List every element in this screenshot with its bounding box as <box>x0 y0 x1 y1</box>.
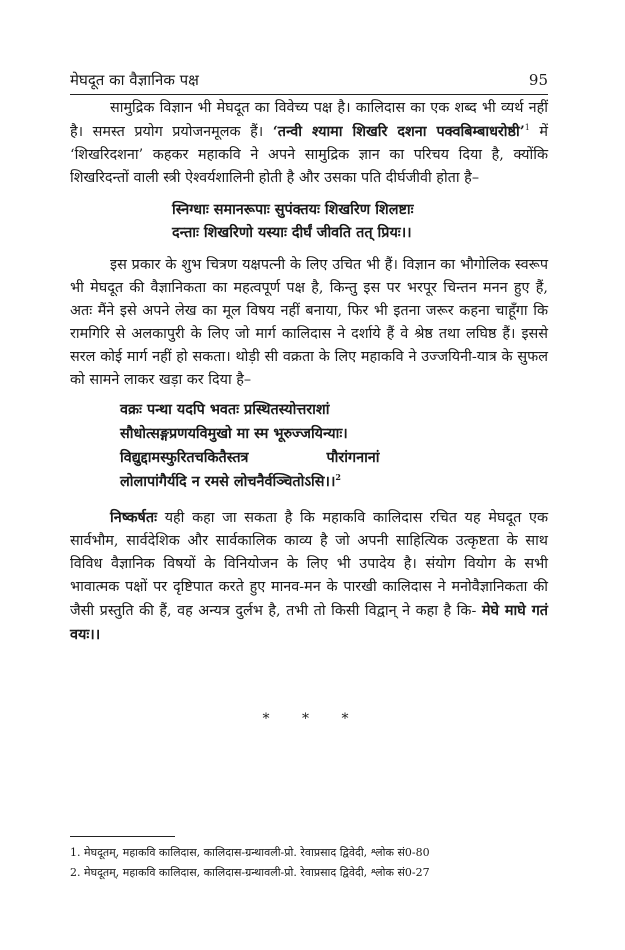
verse1-line-1: स्निग्धाः समानरूपाः सुपंक्तयः शिखरिण शिलष्टाः <box>172 201 414 218</box>
verse2-line-4-text: लोलापांगैर्यदि न रमसे लोचनैर्वञ्चितोऽसि।। <box>120 473 336 490</box>
para1-text-b: में ‘शिखरिदशना’ कहकर महाकवि ने अपने सामुद्रिक ज्ञान का परिचय दिया है, क्योंकि शिखरिदन्तों वाली स्त्री ऐश्वर्यशालिनी होती है और उसका पति दीर्घजीवी होता है– <box>70 124 549 186</box>
verse-block-2 <box>70 398 548 494</box>
footnote-ref-2[interactable]: 2 <box>335 472 341 483</box>
verse2-line-3a: विद्युद्दामस्फुरितचकितैस्तत्र <box>120 449 249 466</box>
verse2-line-2: सौधोत्सङ्गप्रणयविमुखो मा स्म भूरुज्जयिन्याः। <box>120 425 348 442</box>
running-header <box>70 70 548 90</box>
body-text <box>70 97 548 647</box>
paragraph-geography: इस प्रकार के शुभ चित्रण यक्षपत्नी के लिए उचित भी हैं। विज्ञान का भौगोलिक स्वरूप भी मेघदूत की वैज्ञानिकता का महत्वपूर्ण पक्ष है, किन्तु इस पर भरपूर चिन्तन मनन हुए हैं, अतः मैंने इसे अपने लेख का मूल विषय नहीं बनाया, फिर भी इतना जरूर कहना चाहूँगा कि रामगिरि से अलकापुरी के लिए जो मार्ग कालिदास ने दर्शाये हैं वे श्रेष्ठ तथा लघिष्ठ हैं। इससे सरल कोई मार्ग नहीं हो सकता। थोड़ी सी वक्रता के लिए महाकवि ने उज्जयिनी-यात्र के सुफल को सामने लाकर खड़ा कर दिया है– <box>70 257 548 388</box>
para3-quote: मेघे माघे गतं वयः।। <box>70 602 549 643</box>
footnote-divider <box>70 836 175 837</box>
header-title: मेघदूत का वैज्ञानिक पक्ष <box>70 71 199 89</box>
verse2-line-3b: पौरांगनानां <box>326 449 380 466</box>
para3-text-a: यही कहा जा सकता है कि महाकवि कालिदास रचित यह मेघदूत एक सार्वभौम, सार्वदेशिक और सार्वकालिक काव्य है जो अपनी साहित्यिक उत्कृष्टता के साथ विविध वैज्ञानिक विषयों के विनियोजन के लिए भी उपादेय है। संयोग वियोग के सभी भावात्मक पक्षों पर दृष्टिपात करते हुए मानव-मन के पारखी कालिदास ने मनोवैज्ञानिकता की जैसी प्रस्तुति की हैं, वह अन्यत्र दुर्लभ है, तभी तो किसी विद्वान् ने कहा है कि- <box>70 510 548 619</box>
para1-quote: ‘तन्वी श्यामा शिखरि दशना पक्वबिम्बाधरोष्ठी’ <box>272 123 525 140</box>
section-separator: * * * <box>262 711 363 727</box>
paragraph-samudrik <box>70 97 548 190</box>
page-number: 95 <box>528 71 548 89</box>
verse2-line-4 <box>120 470 548 494</box>
para1-text-a: सामुद्रिक विज्ञान भी मेघदूत का विवेच्य पक्ष है। कालिदास का एक शब्द भी व्यर्थ नहीं है। समस्त प्रयोग प्रयोजनमूलक हैं। <box>70 100 548 140</box>
verse2-line-3 <box>120 446 548 470</box>
header-divider <box>70 94 548 95</box>
footnote-ref-1[interactable]: 1 <box>524 123 530 133</box>
footnotes <box>70 843 548 883</box>
footnote-2: 2. मेघदूतम्, महाकवि कालिदास, कालिदास-ग्रन्थावली-प्रो. रेवाप्रसाद द्विवेदी, श्लोक सं0-27 <box>70 866 430 879</box>
paragraph-conclusion <box>70 506 548 647</box>
verse-block-1 <box>70 198 548 244</box>
verse1-line-2: दन्ताः शिखरिणो यस्याः दीर्घं जीवति तत् प्रियः।। <box>172 224 412 241</box>
verse2-line-1: वक्रः पन्था यदपि भवतः प्रस्थितस्योत्तराशां <box>120 401 330 418</box>
footnote-1: 1. मेघदूतम्, महाकवि कालिदास, कालिदास-ग्रन्थावली-प्रो. रेवाप्रसाद द्विवेदी, श्लोक सं0-80 <box>70 846 430 859</box>
para3-label: निष्कर्षतः <box>110 509 157 526</box>
